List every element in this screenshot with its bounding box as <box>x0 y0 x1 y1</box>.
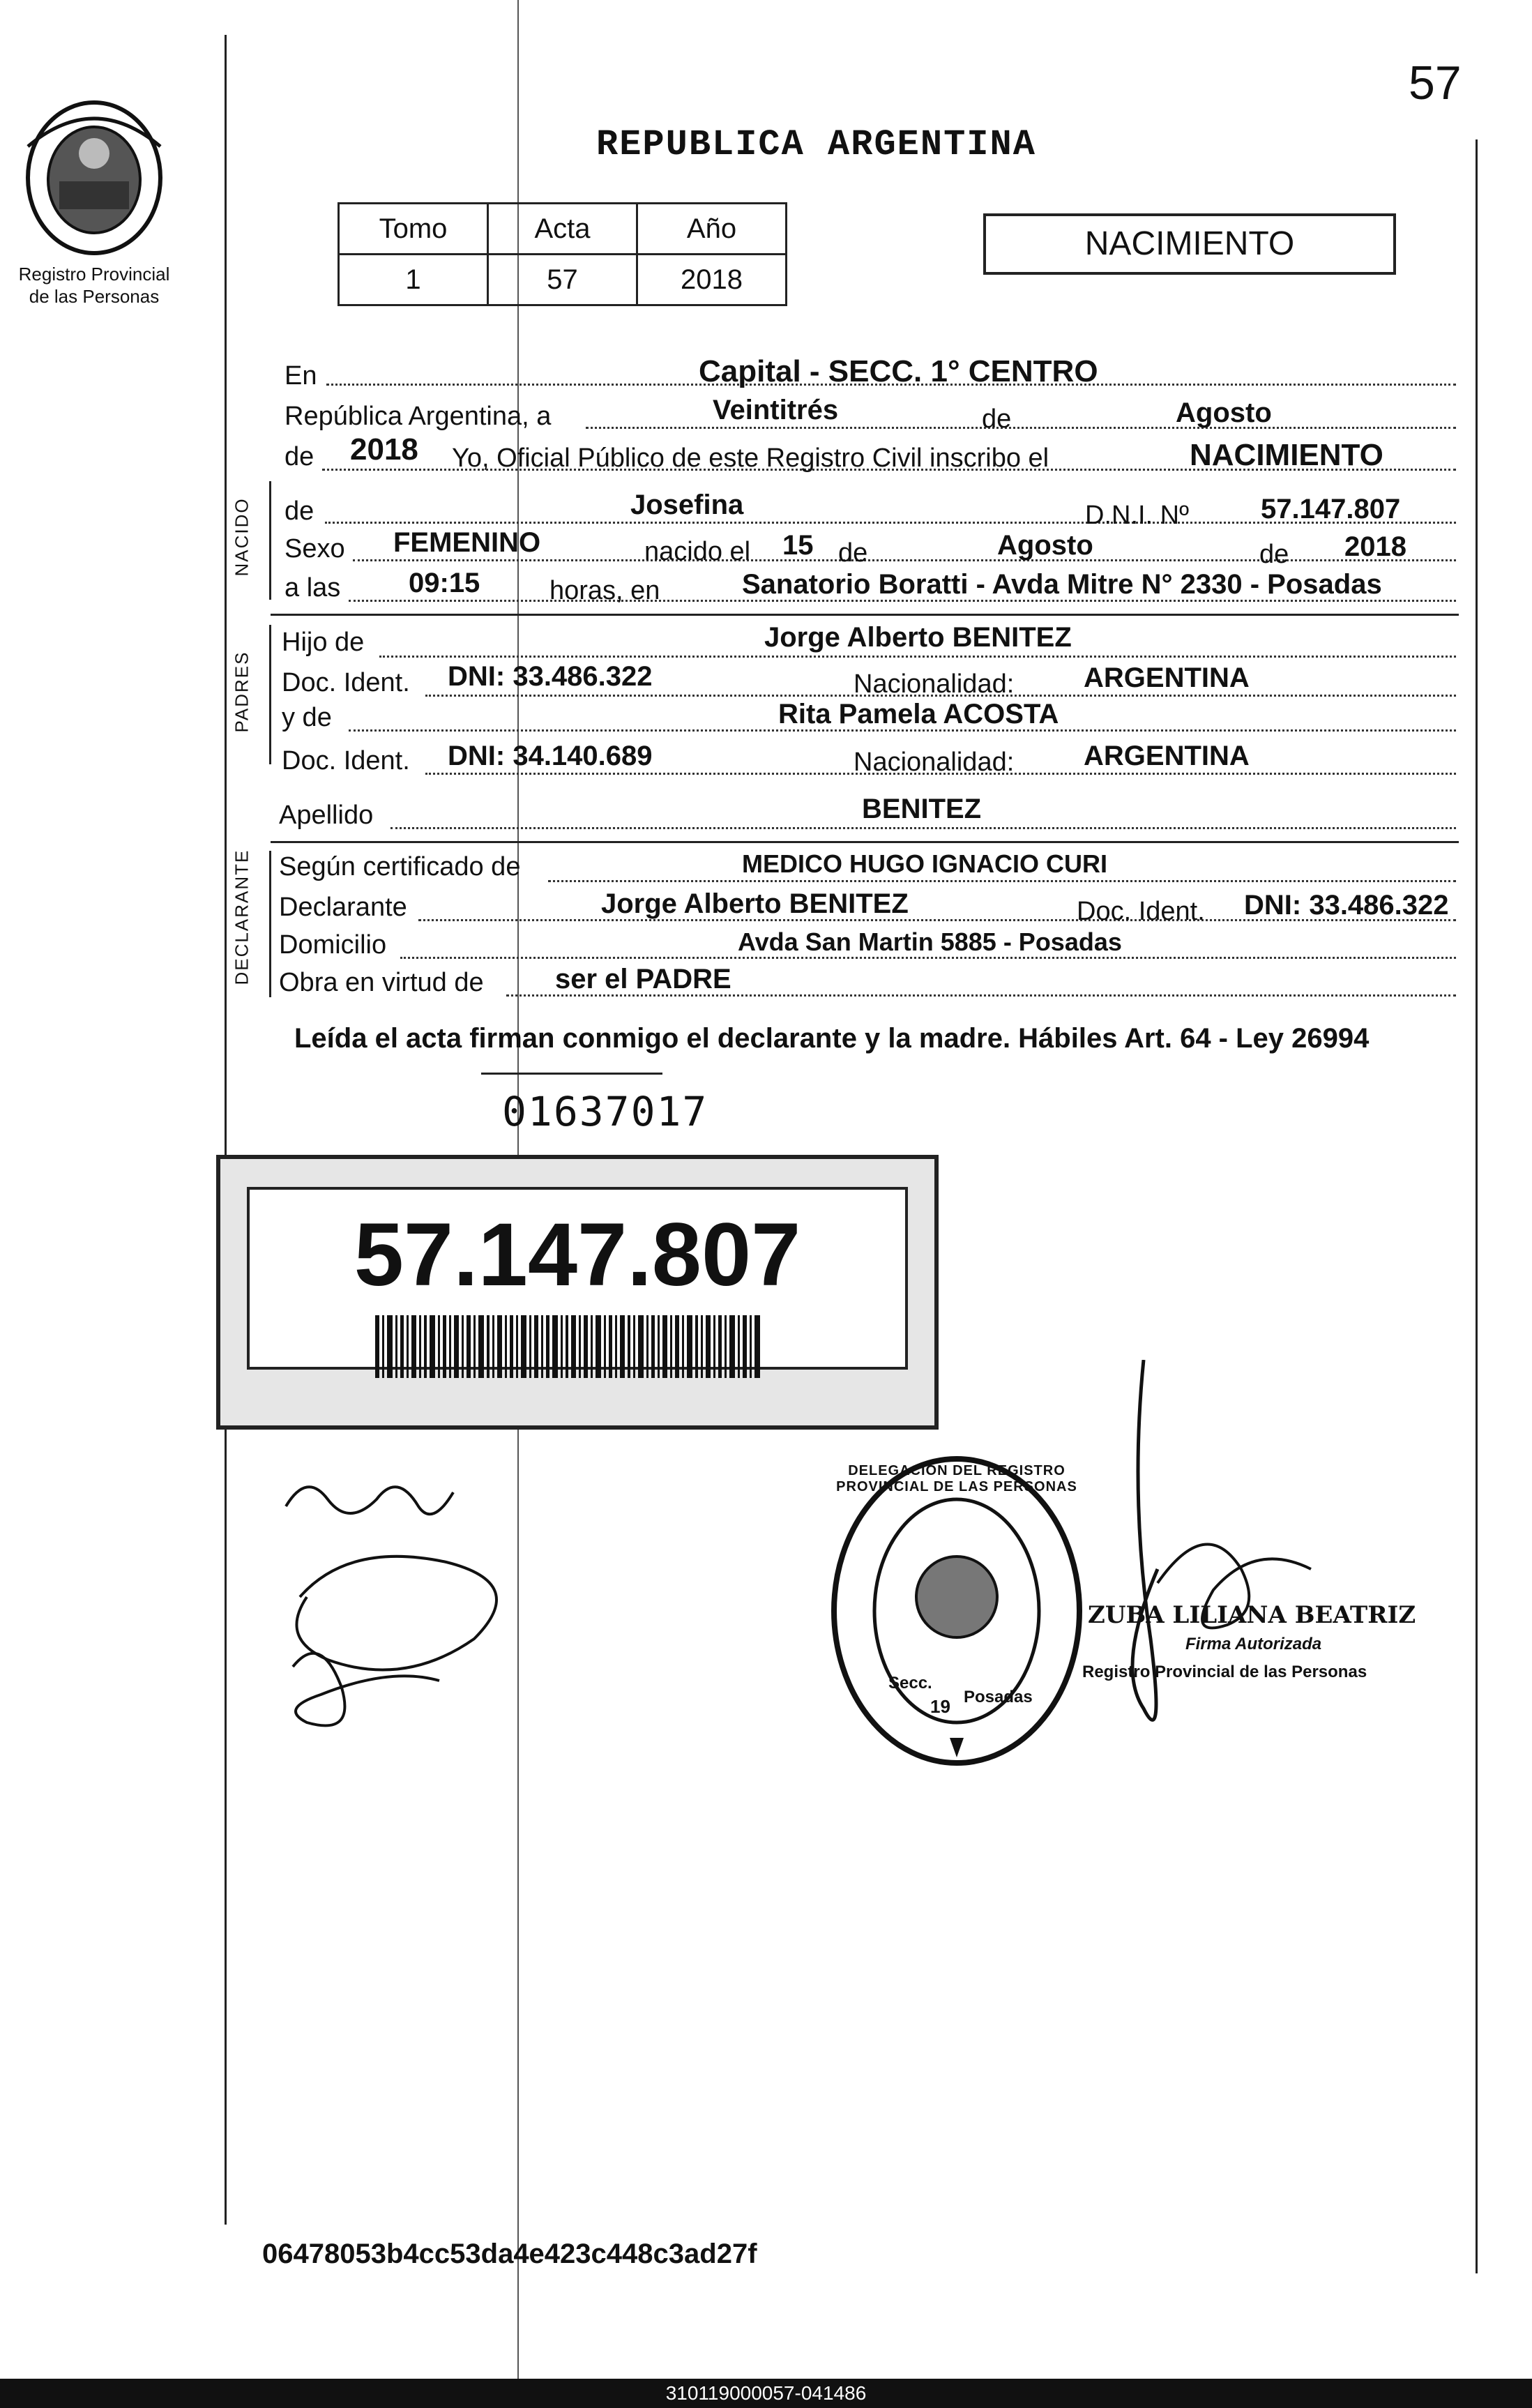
official-stamp <box>824 1451 1089 1771</box>
declarante-bracket <box>269 851 271 997</box>
mother-nationality: ARGENTINA <box>1084 741 1250 771</box>
document-hash: 06478053b4cc53da4e423c448c3ad27f <box>262 2239 757 2269</box>
page-number: 57 <box>1409 56 1462 109</box>
birth-time: 09:15 <box>409 568 480 598</box>
serial-handwritten: 01637017 <box>502 1088 708 1135</box>
dotted-line <box>400 957 1456 959</box>
province-seal-icon <box>21 98 167 258</box>
signature-official-icon <box>1102 1360 1367 1764</box>
dni-label: D.N.I. Nº <box>1085 501 1189 530</box>
id-band <box>216 1155 939 1430</box>
logo-caption-1: Registro Provincial <box>18 264 170 285</box>
dotted-line <box>379 656 1456 658</box>
acta-header: Acta <box>488 204 637 255</box>
child-name: Josefina <box>630 490 744 520</box>
padres-section-label: PADRES <box>231 651 252 733</box>
en-label: En <box>285 361 317 391</box>
y-de-label: y de <box>282 703 332 732</box>
official-name: ZUBA LILIANA BEATRIZ <box>1088 1601 1416 1629</box>
id-band-inner <box>247 1187 908 1370</box>
section-divider <box>271 841 1459 843</box>
father-name: Jorge Alberto BENITEZ <box>764 622 1072 653</box>
year-prefix-label: de <box>285 442 314 471</box>
sexo-label: Sexo <box>285 534 345 563</box>
tomo-header: Tomo <box>339 204 488 255</box>
declarante-section-label: DECLARANTE <box>231 849 252 985</box>
footer-code: 310119000057-041486 <box>665 2382 867 2404</box>
official-role: Firma Autorizada <box>1185 1635 1322 1653</box>
obra-label: Obra en virtud de <box>279 968 484 997</box>
right-margin-rule <box>1476 139 1478 2273</box>
birth-de-label: de <box>838 538 868 568</box>
certificado-label: Según certificado de <box>279 852 521 881</box>
certificado-value: MEDICO HUGO IGNACIO CURI <box>742 849 1108 878</box>
dni-value: 57.147.807 <box>1261 494 1401 524</box>
signature-declarante-icon <box>265 1457 558 1750</box>
birth-place: Sanatorio Boratti - Avda Mitre N° 2330 - Posadas <box>742 569 1382 600</box>
mother-nationality-label: Nacionalidad: <box>854 748 1015 777</box>
left-margin-rule <box>225 35 227 2225</box>
father-nationality: ARGENTINA <box>1084 662 1250 693</box>
sexo-value: FEMENINO <box>393 527 541 558</box>
tomo-value: 1 <box>339 255 488 305</box>
registry-stamp-icon <box>824 1451 1089 1771</box>
serial-underline <box>481 1073 662 1075</box>
republica-label: República Argentina, a <box>285 402 552 431</box>
closing-text: Leída el acta firman conmigo el declarante y la madre. Hábiles Art. 64 - Ley 26994 <box>294 1023 1370 1054</box>
a-las-label: a las <box>285 573 341 603</box>
mother-doc: DNI: 34.140.689 <box>448 741 653 771</box>
id-number: 57.147.807 <box>354 1205 801 1305</box>
footer-bar <box>0 2379 1532 2408</box>
horas-label: horas, en <box>549 576 660 605</box>
nacido-de-label: de <box>285 497 314 526</box>
nacido-bracket <box>269 481 271 600</box>
logo-caption-2: de las Personas <box>29 286 160 307</box>
declarante-doc-label: Doc. Ident. <box>1077 897 1205 926</box>
dotted-line <box>586 427 1456 429</box>
acta-value: 57 <box>488 255 637 305</box>
declarante-doc: DNI: 33.486.322 <box>1244 890 1449 921</box>
inscribo-text: Yo, Oficial Público de este Registro Civil inscribo el <box>452 444 1049 473</box>
stamp-ring-text: DELEGACION DEL REGISTRO PROVINCIAL DE LAS PERSONAS <box>836 1463 1077 1494</box>
mother-name: Rita Pamela ACOSTA <box>778 699 1059 729</box>
stamp-number: 19 <box>930 1696 950 1717</box>
birth-de-label-2: de <box>1259 540 1289 569</box>
dotted-line <box>548 880 1456 882</box>
nacido-section-label: NACIDO <box>231 497 252 577</box>
anio-value: 2018 <box>637 255 787 305</box>
dotted-line <box>353 559 1456 561</box>
mother-doc-label: Doc. Ident. <box>282 746 410 775</box>
section-divider <box>271 614 1459 616</box>
place-value: Capital - SECC. 1° CENTRO <box>699 354 1098 388</box>
father-doc-label: Doc. Ident. <box>282 668 410 697</box>
birth-year: 2018 <box>1344 531 1406 562</box>
document-title: REPUBLICA ARGENTINA <box>596 124 1036 165</box>
day-value: Veintitrés <box>713 395 839 425</box>
inscribo-value: NACIMIENTO <box>1190 438 1383 472</box>
de-label-month: de <box>982 404 1012 434</box>
record-type-box: NACIMIENTO <box>983 213 1396 275</box>
nacido-el-label: nacido el <box>644 537 751 566</box>
apellido-value: BENITEZ <box>862 794 982 824</box>
apellido-label: Apellido <box>279 801 374 830</box>
barcode-icon <box>375 1315 766 1378</box>
father-doc: DNI: 33.486.322 <box>448 661 653 692</box>
father-nationality-label: Nacionalidad: <box>854 669 1015 699</box>
domicilio-label: Domicilio <box>279 930 387 960</box>
birth-day: 15 <box>782 530 814 561</box>
dotted-line <box>390 827 1456 829</box>
anio-header: Año <box>637 204 787 255</box>
stamp-city: Posadas <box>964 1688 1033 1706</box>
record-table <box>338 202 787 306</box>
province-logo <box>21 98 167 258</box>
domicilio-value: Avda San Martin 5885 - Posadas <box>738 927 1122 956</box>
obra-value: ser el PADRE <box>555 964 731 994</box>
official-org: Registro Provincial de las Personas <box>1082 1663 1367 1681</box>
padres-bracket <box>269 625 271 764</box>
stamp-secc: Secc. <box>888 1674 932 1693</box>
month-value: Agosto <box>1176 397 1272 428</box>
declarante-label: Declarante <box>279 893 407 922</box>
birth-month: Agosto <box>997 530 1093 561</box>
year-value: 2018 <box>350 432 418 467</box>
hijo-de-label: Hijo de <box>282 628 365 657</box>
declarante-value: Jorge Alberto BENITEZ <box>601 888 909 919</box>
